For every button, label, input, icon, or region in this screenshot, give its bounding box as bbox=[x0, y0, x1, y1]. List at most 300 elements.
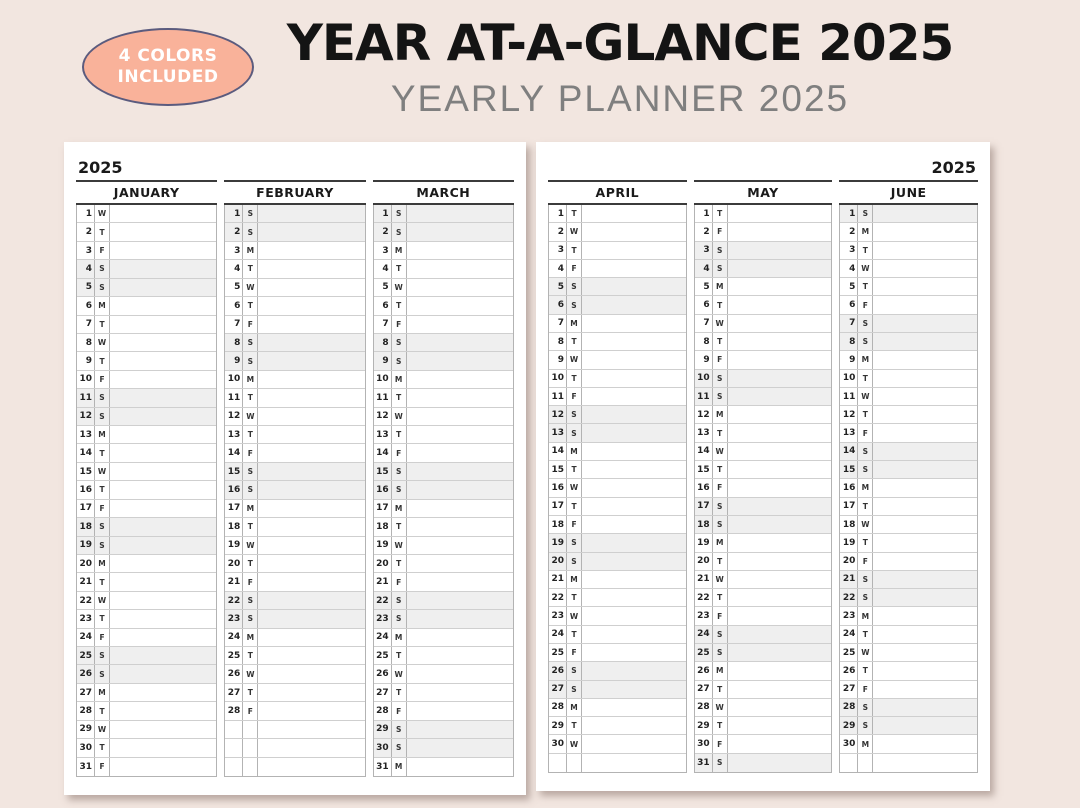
day-letter: M bbox=[858, 351, 873, 368]
day-letter: W bbox=[392, 537, 407, 554]
day-number: 21 bbox=[77, 573, 95, 590]
writing-space bbox=[258, 223, 364, 240]
writing-space bbox=[582, 754, 686, 772]
writing-space bbox=[258, 352, 364, 369]
writing-space bbox=[728, 351, 832, 368]
day-letter: M bbox=[392, 629, 407, 646]
writing-space bbox=[407, 739, 513, 756]
writing-space bbox=[258, 758, 364, 776]
day-row bbox=[840, 681, 977, 699]
day-row bbox=[374, 334, 513, 352]
day-row bbox=[77, 758, 216, 776]
day-letter: S bbox=[713, 388, 728, 405]
writing-space bbox=[582, 498, 686, 515]
day-number: 4 bbox=[374, 260, 392, 277]
writing-space bbox=[407, 647, 513, 664]
writing-space bbox=[582, 607, 686, 624]
day-letter: W bbox=[392, 665, 407, 682]
day-row bbox=[77, 537, 216, 555]
day-row bbox=[549, 461, 686, 479]
month-table-may bbox=[694, 180, 833, 773]
day-row bbox=[549, 443, 686, 461]
day-letter: S bbox=[858, 699, 873, 716]
day-number: 16 bbox=[840, 479, 858, 496]
writing-space bbox=[110, 371, 216, 388]
day-number: 20 bbox=[549, 553, 567, 570]
day-row bbox=[840, 589, 977, 607]
writing-space bbox=[110, 389, 216, 406]
writing-space bbox=[110, 481, 216, 498]
day-number: 18 bbox=[695, 516, 713, 533]
day-row bbox=[77, 518, 216, 536]
writing-space bbox=[407, 371, 513, 388]
day-letter: F bbox=[567, 260, 582, 277]
writing-space bbox=[407, 223, 513, 240]
day-letter: S bbox=[95, 408, 110, 425]
day-number: 26 bbox=[695, 662, 713, 679]
day-rows bbox=[224, 205, 365, 777]
day-number: 15 bbox=[374, 463, 392, 480]
day-row bbox=[374, 242, 513, 260]
day-row bbox=[840, 571, 977, 589]
day-letter: S bbox=[567, 662, 582, 679]
day-number: 25 bbox=[695, 644, 713, 661]
day-letter: T bbox=[567, 717, 582, 734]
day-number: 3 bbox=[695, 242, 713, 259]
writing-space bbox=[873, 388, 977, 405]
day-row bbox=[374, 223, 513, 241]
writing-space bbox=[258, 297, 364, 314]
day-letter: T bbox=[858, 662, 873, 679]
writing-space bbox=[407, 702, 513, 719]
day-letter: S bbox=[713, 644, 728, 661]
page-year-label: 2025 bbox=[78, 158, 123, 177]
writing-space bbox=[873, 443, 977, 460]
day-number: 15 bbox=[840, 461, 858, 478]
day-number: 6 bbox=[77, 297, 95, 314]
day-row bbox=[77, 205, 216, 223]
writing-space bbox=[728, 699, 832, 716]
day-letter: S bbox=[713, 370, 728, 387]
day-row bbox=[695, 699, 832, 717]
day-number: 24 bbox=[374, 629, 392, 646]
day-row bbox=[374, 371, 513, 389]
day-letter: M bbox=[243, 371, 258, 388]
day-letter: M bbox=[567, 443, 582, 460]
day-number: 11 bbox=[374, 389, 392, 406]
day-row bbox=[374, 537, 513, 555]
day-number: 21 bbox=[374, 573, 392, 590]
day-number: 2 bbox=[840, 223, 858, 240]
day-letter: T bbox=[392, 555, 407, 572]
day-row bbox=[77, 223, 216, 241]
day-row bbox=[549, 498, 686, 516]
day-number: 10 bbox=[840, 370, 858, 387]
day-row bbox=[225, 242, 364, 260]
day-letter: T bbox=[858, 370, 873, 387]
writing-space bbox=[110, 684, 216, 701]
month-name: APRIL bbox=[548, 182, 687, 205]
writing-space bbox=[728, 754, 832, 772]
day-number: 6 bbox=[549, 296, 567, 313]
day-number: 31 bbox=[695, 754, 713, 772]
day-letter: M bbox=[243, 629, 258, 646]
day-row bbox=[840, 534, 977, 552]
writing-space bbox=[258, 260, 364, 277]
day-row bbox=[225, 352, 364, 370]
day-number: 27 bbox=[840, 681, 858, 698]
day-row bbox=[840, 424, 977, 442]
writing-space bbox=[407, 260, 513, 277]
day-letter: M bbox=[713, 278, 728, 295]
day-letter: F bbox=[243, 573, 258, 590]
writing-space bbox=[728, 534, 832, 551]
writing-space bbox=[873, 406, 977, 423]
writing-space bbox=[110, 316, 216, 333]
day-letter: S bbox=[392, 463, 407, 480]
empty-row bbox=[225, 721, 364, 739]
writing-space bbox=[258, 408, 364, 425]
day-letter: M bbox=[567, 315, 582, 332]
day-letter: W bbox=[95, 205, 110, 222]
day-letter: M bbox=[392, 500, 407, 517]
day-number: 20 bbox=[374, 555, 392, 572]
writing-space bbox=[582, 681, 686, 698]
day-letter: W bbox=[243, 408, 258, 425]
day-number: 10 bbox=[225, 371, 243, 388]
writing-space bbox=[582, 534, 686, 551]
day-row bbox=[549, 589, 686, 607]
day-letter: W bbox=[567, 607, 582, 624]
day-letter: T bbox=[243, 389, 258, 406]
day-row bbox=[77, 610, 216, 628]
day-letter: T bbox=[392, 297, 407, 314]
day-letter: M bbox=[392, 371, 407, 388]
writing-space bbox=[582, 479, 686, 496]
day-rows bbox=[373, 205, 514, 777]
day-letter: F bbox=[95, 758, 110, 776]
day-letter: S bbox=[243, 223, 258, 240]
writing-space bbox=[258, 629, 364, 646]
writing-space bbox=[582, 333, 686, 350]
day-number: 14 bbox=[695, 443, 713, 460]
writing-space bbox=[728, 260, 832, 277]
writing-space bbox=[258, 371, 364, 388]
day-number: 8 bbox=[77, 334, 95, 351]
writing-space bbox=[728, 205, 832, 222]
day-row bbox=[695, 424, 832, 442]
day-letter: T bbox=[95, 739, 110, 756]
day-number: 28 bbox=[374, 702, 392, 719]
day-row bbox=[374, 684, 513, 702]
day-number: 13 bbox=[695, 424, 713, 441]
writing-space bbox=[407, 758, 513, 776]
day-number: 19 bbox=[840, 534, 858, 551]
day-letter: S bbox=[392, 739, 407, 756]
day-row bbox=[840, 553, 977, 571]
writing-space bbox=[873, 662, 977, 679]
day-letter: T bbox=[95, 316, 110, 333]
month-name: MARCH bbox=[373, 182, 514, 205]
writing-space bbox=[110, 352, 216, 369]
writing-space bbox=[728, 589, 832, 606]
day-row bbox=[225, 573, 364, 591]
day-letter bbox=[858, 754, 873, 772]
day-row bbox=[840, 662, 977, 680]
day-number: 13 bbox=[549, 424, 567, 441]
day-row bbox=[840, 406, 977, 424]
day-letter: T bbox=[243, 426, 258, 443]
day-row bbox=[840, 370, 977, 388]
empty-row bbox=[225, 758, 364, 776]
day-number: 25 bbox=[840, 644, 858, 661]
day-letter: W bbox=[858, 260, 873, 277]
day-row bbox=[549, 296, 686, 314]
writing-space bbox=[728, 735, 832, 752]
writing-space bbox=[110, 665, 216, 682]
day-letter: M bbox=[567, 699, 582, 716]
writing-space bbox=[258, 610, 364, 627]
day-row bbox=[374, 481, 513, 499]
day-letter: T bbox=[392, 684, 407, 701]
day-letter: S bbox=[713, 516, 728, 533]
day-number: 12 bbox=[549, 406, 567, 423]
day-letter: F bbox=[95, 629, 110, 646]
day-row bbox=[374, 408, 513, 426]
day-number: 14 bbox=[225, 444, 243, 461]
day-row bbox=[549, 223, 686, 241]
day-number: 22 bbox=[225, 592, 243, 609]
day-row bbox=[225, 629, 364, 647]
day-number: 10 bbox=[695, 370, 713, 387]
day-number: 1 bbox=[374, 205, 392, 222]
day-row bbox=[549, 717, 686, 735]
writing-space bbox=[728, 242, 832, 259]
day-letter: S bbox=[567, 681, 582, 698]
day-letter: S bbox=[567, 424, 582, 441]
day-number: 18 bbox=[840, 516, 858, 533]
writing-space bbox=[873, 296, 977, 313]
writing-space bbox=[582, 205, 686, 222]
day-letter: F bbox=[567, 516, 582, 533]
day-letter: W bbox=[567, 351, 582, 368]
day-row bbox=[374, 444, 513, 462]
writing-space bbox=[110, 500, 216, 517]
badge-line-2: INCLUDED bbox=[117, 67, 219, 87]
day-letter: T bbox=[713, 553, 728, 570]
writing-space bbox=[873, 681, 977, 698]
writing-space bbox=[110, 279, 216, 296]
day-row bbox=[549, 534, 686, 552]
day-row bbox=[549, 205, 686, 223]
day-letter: T bbox=[95, 481, 110, 498]
day-number: 21 bbox=[840, 571, 858, 588]
day-number: 4 bbox=[840, 260, 858, 277]
day-number: 7 bbox=[374, 316, 392, 333]
day-letter: M bbox=[713, 662, 728, 679]
day-letter: F bbox=[713, 479, 728, 496]
day-number: 20 bbox=[840, 553, 858, 570]
day-number: 1 bbox=[695, 205, 713, 222]
day-row bbox=[77, 352, 216, 370]
day-letter: W bbox=[95, 463, 110, 480]
writing-space bbox=[110, 555, 216, 572]
day-number: 23 bbox=[225, 610, 243, 627]
writing-space bbox=[407, 684, 513, 701]
colors-included-badge bbox=[82, 28, 254, 106]
day-row bbox=[549, 735, 686, 753]
day-row bbox=[225, 334, 364, 352]
day-row bbox=[549, 553, 686, 571]
day-number: 14 bbox=[549, 443, 567, 460]
day-letter: S bbox=[243, 592, 258, 609]
day-letter: T bbox=[95, 352, 110, 369]
day-letter: M bbox=[95, 297, 110, 314]
day-row bbox=[695, 205, 832, 223]
writing-space bbox=[110, 573, 216, 590]
day-letter: F bbox=[858, 424, 873, 441]
writing-space bbox=[110, 205, 216, 222]
day-number: 3 bbox=[225, 242, 243, 259]
day-row bbox=[549, 260, 686, 278]
writing-space bbox=[873, 479, 977, 496]
day-number: 20 bbox=[77, 555, 95, 572]
day-row bbox=[695, 571, 832, 589]
day-number: 24 bbox=[695, 626, 713, 643]
day-number: 13 bbox=[840, 424, 858, 441]
day-row bbox=[225, 316, 364, 334]
day-number: 25 bbox=[225, 647, 243, 664]
writing-space bbox=[582, 351, 686, 368]
day-number: 12 bbox=[374, 408, 392, 425]
day-number: 30 bbox=[840, 735, 858, 752]
day-row bbox=[549, 681, 686, 699]
day-row bbox=[695, 479, 832, 497]
writing-space bbox=[407, 352, 513, 369]
day-number: 24 bbox=[840, 626, 858, 643]
day-row bbox=[549, 333, 686, 351]
writing-space bbox=[407, 334, 513, 351]
writing-space bbox=[258, 334, 364, 351]
day-number: 8 bbox=[374, 334, 392, 351]
day-letter bbox=[243, 739, 258, 756]
day-number: 10 bbox=[77, 371, 95, 388]
writing-space bbox=[258, 592, 364, 609]
day-letter: T bbox=[392, 518, 407, 535]
writing-space bbox=[110, 592, 216, 609]
day-letter: T bbox=[567, 498, 582, 515]
day-number: 19 bbox=[549, 534, 567, 551]
day-row bbox=[225, 500, 364, 518]
day-number: 1 bbox=[225, 205, 243, 222]
day-row bbox=[374, 721, 513, 739]
writing-space bbox=[258, 537, 364, 554]
day-number: 1 bbox=[549, 205, 567, 222]
writing-space bbox=[873, 315, 977, 332]
day-letter: S bbox=[567, 278, 582, 295]
day-row bbox=[374, 260, 513, 278]
day-letter: T bbox=[567, 626, 582, 643]
day-number: 22 bbox=[374, 592, 392, 609]
writing-space bbox=[873, 735, 977, 752]
day-row bbox=[695, 388, 832, 406]
day-letter: F bbox=[243, 702, 258, 719]
day-row bbox=[374, 665, 513, 683]
day-letter: M bbox=[392, 242, 407, 259]
day-number: 15 bbox=[77, 463, 95, 480]
day-row bbox=[840, 333, 977, 351]
day-number: 16 bbox=[549, 479, 567, 496]
day-number: 17 bbox=[225, 500, 243, 517]
day-number: 25 bbox=[549, 644, 567, 661]
writing-space bbox=[110, 518, 216, 535]
writing-space bbox=[728, 333, 832, 350]
writing-space bbox=[873, 242, 977, 259]
day-row bbox=[77, 721, 216, 739]
day-number: 22 bbox=[77, 592, 95, 609]
day-letter: S bbox=[95, 389, 110, 406]
day-letter bbox=[243, 721, 258, 738]
day-letter: W bbox=[567, 735, 582, 752]
day-letter: F bbox=[95, 242, 110, 259]
day-number: 26 bbox=[840, 662, 858, 679]
writing-space bbox=[258, 739, 364, 756]
day-number: 7 bbox=[77, 316, 95, 333]
day-letter: W bbox=[858, 644, 873, 661]
day-number: 30 bbox=[77, 739, 95, 756]
day-number: 23 bbox=[374, 610, 392, 627]
day-number: 7 bbox=[225, 316, 243, 333]
day-letter: T bbox=[567, 242, 582, 259]
writing-space bbox=[728, 388, 832, 405]
day-row bbox=[549, 406, 686, 424]
day-letter: F bbox=[392, 573, 407, 590]
day-number: 2 bbox=[549, 223, 567, 240]
day-letter: W bbox=[858, 516, 873, 533]
day-row bbox=[77, 408, 216, 426]
day-number: 6 bbox=[374, 297, 392, 314]
day-letter: S bbox=[95, 518, 110, 535]
writing-space bbox=[110, 739, 216, 756]
writing-space bbox=[258, 665, 364, 682]
day-letter: M bbox=[858, 479, 873, 496]
writing-space bbox=[873, 516, 977, 533]
day-number: 9 bbox=[225, 352, 243, 369]
day-row bbox=[77, 500, 216, 518]
day-rows bbox=[839, 205, 978, 773]
month-name: JUNE bbox=[839, 182, 978, 205]
day-number: 26 bbox=[77, 665, 95, 682]
writing-space bbox=[728, 370, 832, 387]
day-number: 16 bbox=[695, 479, 713, 496]
day-letter: S bbox=[567, 296, 582, 313]
month-name: FEBRUARY bbox=[224, 182, 365, 205]
day-number: 18 bbox=[225, 518, 243, 535]
day-number: 29 bbox=[374, 721, 392, 738]
writing-space bbox=[582, 626, 686, 643]
day-row bbox=[374, 205, 513, 223]
day-row bbox=[840, 242, 977, 260]
day-letter: T bbox=[858, 626, 873, 643]
writing-space bbox=[873, 644, 977, 661]
day-number: 17 bbox=[840, 498, 858, 515]
day-row bbox=[225, 371, 364, 389]
day-number: 21 bbox=[225, 573, 243, 590]
day-row bbox=[374, 426, 513, 444]
day-row bbox=[695, 662, 832, 680]
day-row bbox=[374, 592, 513, 610]
day-row bbox=[77, 426, 216, 444]
